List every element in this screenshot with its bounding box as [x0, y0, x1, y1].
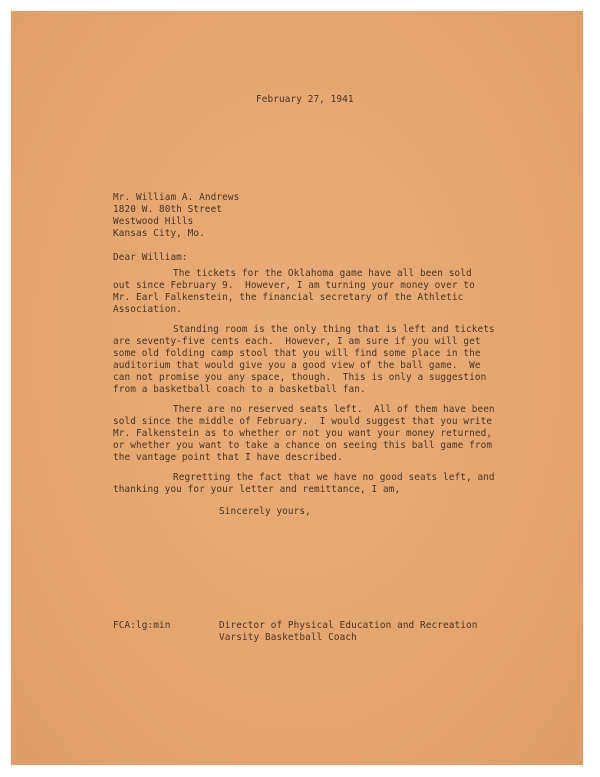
signature-title-line: Director of Physical Education and Recreation	[219, 620, 478, 631]
paragraph-line: the vantage point that I have described.	[113, 452, 343, 463]
paragraph-line: There are no reserved seats left. All of them have been	[173, 404, 495, 415]
paragraph-line: some old folding camp stool that you will find some place in the	[113, 348, 481, 359]
signature-title-line: Varsity Basketball Coach	[219, 632, 357, 643]
paragraph-line: sold since the middle of February. I would suggest that you write	[113, 416, 493, 427]
paragraph-line: The tickets for the Oklahoma game have all been sold	[173, 268, 472, 279]
salutation: Dear William:	[113, 252, 188, 263]
closing: Sincerely yours,	[219, 506, 311, 517]
address-line: 1820 W. 80th Street	[113, 204, 223, 215]
letter-date: February 27, 1941	[256, 94, 354, 105]
letter-page	[11, 11, 583, 765]
paragraph-line: Standing room is the only thing that is left and tickets	[173, 324, 495, 335]
paragraph-line: out since February 9. However, I am turning your money over to	[113, 280, 475, 291]
paragraph-line: can not promise you any space, though. This is only a suggestion	[113, 372, 487, 383]
paragraph-line: Regretting the fact that we have no good seats left, and	[173, 472, 495, 483]
address-line: Westwood Hills	[113, 216, 194, 227]
paragraph-line: from a basketball coach to a basketball fan.	[113, 384, 366, 395]
paragraph-line: Association.	[113, 304, 182, 315]
paragraph-line: Mr. Earl Falkenstein, the financial secretary of the Athletic	[113, 292, 464, 303]
paragraph-line: thanking you for your letter and remittance, I am,	[113, 484, 401, 495]
typist-initials: FCA:lg:min	[113, 620, 171, 631]
address-line: Kansas City, Mo.	[113, 228, 205, 239]
paragraph-line: Mr. Falkenstein as to whether or not you want your money returned,	[113, 428, 493, 439]
paragraph-line: auditorium that would give you a good view of the ball game. We	[113, 360, 481, 371]
address-line: Mr. William A. Andrews	[113, 192, 240, 203]
paragraph-line: or whether you want to take a chance on seeing this ball game from	[113, 440, 493, 451]
paragraph-line: are seventy-five cents each. However, I am sure if you will get	[113, 336, 481, 347]
